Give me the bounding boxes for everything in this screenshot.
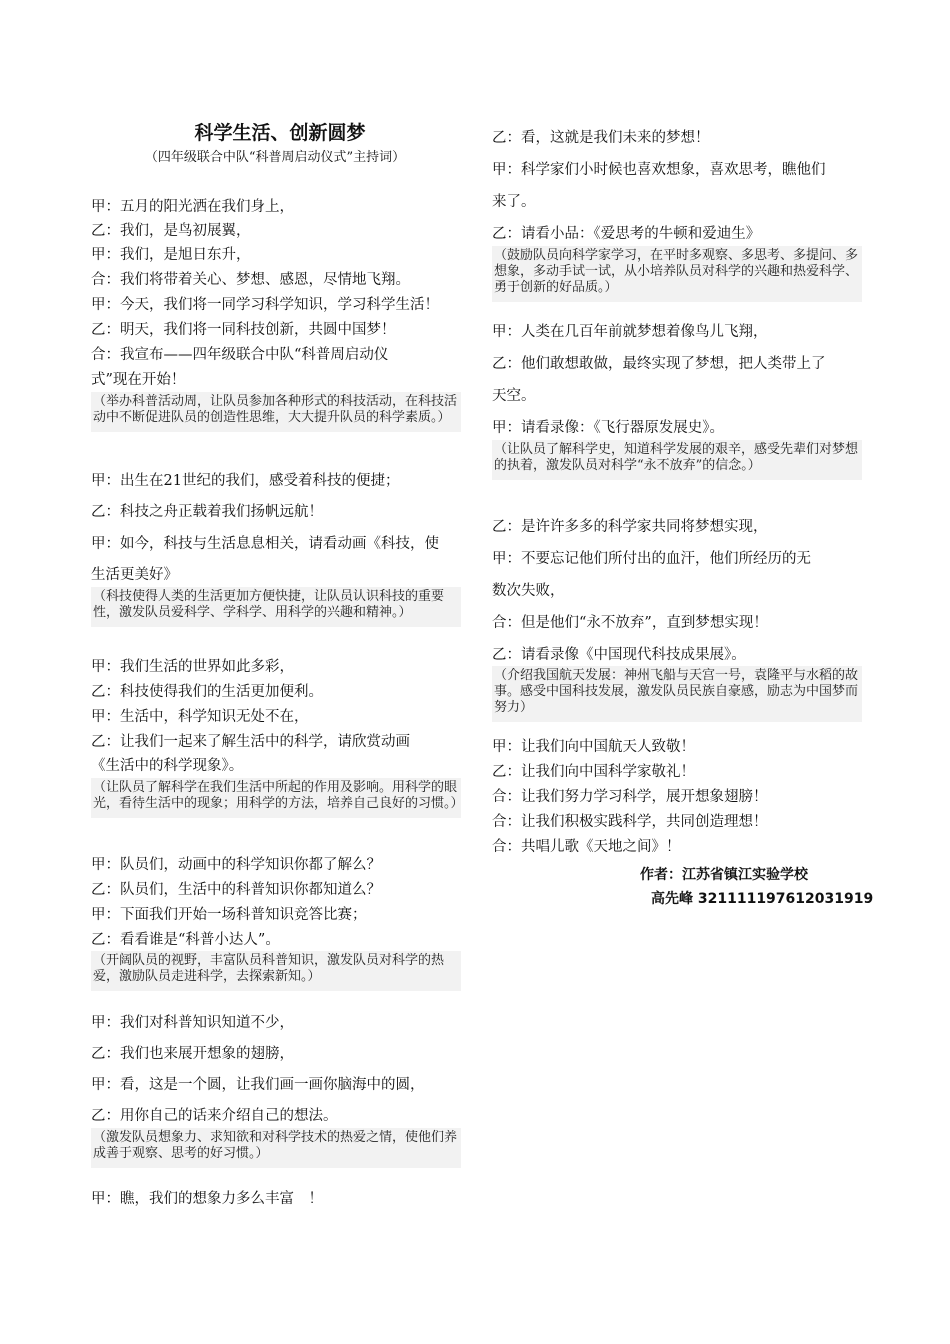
script-line: 乙：我们，是鸟初展翼， [91,223,251,239]
script-line: 乙：科技之舟正载着我们扬帆远航！ [91,504,323,520]
script-line: 甲：不要忘记他们所付出的血汗，他们所经历的无 [492,551,811,567]
script-line: 乙：看，这就是我们未来的梦想！ [492,130,710,146]
script-line: 《生活中的科学现象》。 [91,758,244,774]
stage-note: （让队员了解科学史，知道科学发展的艰辛，感受先辈们对梦想的执着，激发队员对科学“永不放弃”的信念。） [492,440,862,480]
script-line: 合：让我们努力学习科学，展开想象翅膀！ [492,789,768,805]
script-line: 乙：是许许多多的科学家共同将梦想实现， [492,519,768,535]
script-line: 乙：请看录像《中国现代科技成果展》。 [492,647,746,663]
script-line: 生活更美好》 [91,567,178,583]
script-line: 合：我宣布——四年级联合中队“科普周启动仪 [91,347,389,363]
script-line: 乙：我们也来展开想象的翅膀， [91,1046,294,1062]
script-line: 乙：让我们向中国科学家敬礼！ [492,764,695,780]
script-line: 甲：队员们，动画中的科学知识你都了解么？ [91,857,381,873]
script-line: 甲：生活中，科学知识无处不在， [91,709,309,725]
stage-note: （举办科普活动周，让队员参加各种形式的科技活动，在科技活动中不断促进队员的创造性思维，大大提升队员的科学素质。） [91,392,461,432]
script-line: 甲：五月的阳光洒在我们身上， [91,199,294,215]
script-line: 乙：看看谁是“科普小达人”。 [91,932,280,948]
page-title: 科学生活、创新圆梦 [194,122,366,144]
script-line: 甲：我们生活的世界如此多彩， [91,659,294,675]
author-school: 作者：江苏省镇江实验学校 [640,867,808,883]
script-line: 甲：让我们向中国航天人致敬！ [492,739,695,755]
stage-note: （鼓励队员向科学家学习，在平时多观察、多思考、多提问、多想象，多动手试一试，从小培养队员对科学的兴趣和热爱科学、勇于创新的好品质。） [492,246,862,302]
page-subtitle: （四年级联合中队“科普周启动仪式”主持词） [144,150,406,165]
script-line: 甲：请看录像：《飞行器原发展史》。 [492,420,724,436]
script-line: 甲：出生在21世纪的我们，感受着科技的便捷； [91,473,400,489]
script-line: 甲：我们对科普知识知道不少， [91,1015,294,1031]
script-line: 式”现在开始！ [91,372,186,388]
stage-note: （让队员了解科学在我们生活中所起的作用及影响。用科学的眼光，看待生活中的现象；用科学的方法，培养自己良好的习惯。） [91,778,461,818]
author-name-id: 高先峰 321111197612031919 [651,891,874,907]
stage-note: （激发队员想象力、求知欲和对科学技术的热爱之情，使他们养成善于观察、思考的好习惯。） [91,1128,461,1168]
script-line: 甲：下面我们开始一场科普知识竞答比赛； [91,907,367,923]
script-line: 乙：让我们一起来了解生活中的科学，请欣赏动画 [91,734,410,750]
script-line: 乙：队员们，生活中的科普知识你都知道么？ [91,882,381,898]
script-line: 甲：看，这是一个圆，让我们画一画你脑海中的圆， [91,1077,425,1093]
script-line: 乙：他们敢想敢做，最终实现了梦想，把人类带上了 [492,356,826,372]
script-line: 数次失败， [492,583,565,599]
script-line: 乙：用你自己的话来介绍自己的想法。 [91,1108,338,1124]
script-line: 合：让我们积极实践科学，共同创造理想！ [492,814,768,830]
script-line: 甲：我们，是旭日东升， [91,247,251,263]
script-line: 合：我们将带着关心、梦想、感恩，尽情地飞翔。 [91,272,410,288]
script-line: 乙：请看小品：《爱思考的牛顿和爱迪生》 [492,226,761,242]
script-line: 甲：瞧，我们的想象力多么丰富 ！ [91,1191,323,1207]
script-line: 来了。 [492,194,536,210]
script-line: 合：但是他们“永不放弃”，直到梦想实现！ [492,615,768,631]
stage-note: （开阔队员的视野，丰富队员科普知识，激发队员对科学的热爱，激励队员走进科学，去探索新知。） [91,951,461,991]
script-line: 乙：科技使得我们的生活更加便利。 [91,684,323,700]
script-line: 甲：科学家们小时候也喜欢想象，喜欢思考，瞧他们 [492,162,826,178]
script-line: 甲：人类在几百年前就梦想着像鸟儿飞翔， [492,324,768,340]
script-line: 天空。 [492,388,536,404]
script-line: 乙：明天，我们将一同科技创新，共圆中国梦！ [91,322,396,338]
script-line: 甲：如今，科技与生活息息相关，请看动画《科技，使 [91,536,439,552]
stage-note: （介绍我国航天发展：神州飞船与天宫一号，袁隆平与水稻的故事。感受中国科技发展，激发队员民族自豪感，励志为中国梦而努力） [492,666,862,722]
script-line: 甲：今天，我们将一同学习科学知识，学习科学生活！ [91,297,439,313]
script-line: 合：共唱儿歌《天地之间》！ [492,839,681,855]
stage-note: （科技使得人类的生活更加方便快捷，让队员认识科技的重要性，激发队员爱科学、学科学、用科学的兴趣和精神。） [91,587,461,627]
